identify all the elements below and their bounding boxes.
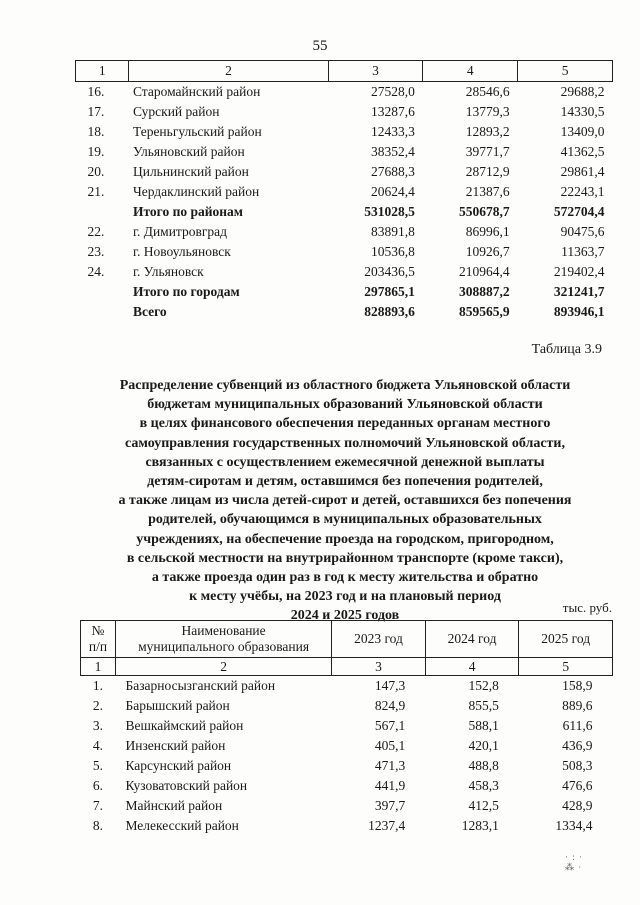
table-column-numbers <box>81 658 613 676</box>
column-number: 5 <box>519 658 613 676</box>
value-2024: 28546,6 <box>465 84 510 99</box>
title-line: связанных с осуществлением ежемесячной денежной выплаты <box>145 454 545 470</box>
value-2024: 86996,1 <box>465 224 510 239</box>
row-number: 18. <box>87 124 105 139</box>
column-number: 2 <box>129 61 328 82</box>
scan-artifact: · : · ⁂ · <box>565 852 583 872</box>
municipality-name: Чердаклинский район <box>132 184 260 199</box>
municipality-name: Цильнинский район <box>132 164 249 179</box>
subsidy-distribution-table <box>80 620 613 836</box>
value-2025: 29861,4 <box>560 164 605 179</box>
value-2023: 828893,6 <box>364 304 415 319</box>
table-row <box>81 796 613 816</box>
value-2024: 28712,9 <box>465 164 510 179</box>
table-row <box>76 242 613 262</box>
municipality-name: Базарносызганский район <box>125 678 276 693</box>
value-2023: 27688,3 <box>371 164 415 179</box>
header-year-2024: 2024 год <box>425 621 519 658</box>
row-number: 17. <box>87 104 105 119</box>
row-number: 24. <box>87 264 105 279</box>
value-2024: 308887,2 <box>459 284 510 299</box>
header-number-line2: п/п <box>88 639 108 654</box>
value-2025: 572704,4 <box>553 204 605 219</box>
municipality-name: Карсунский район <box>125 758 232 773</box>
column-number: 1 <box>76 61 129 82</box>
value-2024: 152,8 <box>468 678 499 693</box>
value-2024: 420,1 <box>468 738 499 753</box>
value-2024: 458,3 <box>468 778 499 793</box>
row-number: 1. <box>92 678 104 693</box>
value-2024: 412,5 <box>468 798 499 813</box>
subsidy-table-continued <box>75 60 613 322</box>
title-line: а также проезда один раз в год к месту жительства и обратно <box>151 570 539 586</box>
title-line: к месту учёбы, на 2023 год и на плановый период <box>189 589 501 605</box>
value-2025: 508,3 <box>562 758 593 773</box>
column-number: 3 <box>328 61 423 82</box>
row-number: 7. <box>92 798 104 813</box>
value-2023: 824,9 <box>374 698 406 713</box>
value-2025: 893946,1 <box>553 304 605 319</box>
value-2024: 13779,3 <box>465 104 510 119</box>
municipality-name: Инзенский район <box>125 738 226 753</box>
value-2024: 588,1 <box>468 718 499 733</box>
value-2024: 10926,7 <box>465 244 510 259</box>
row-number: 5. <box>92 758 104 773</box>
table-row <box>81 816 613 836</box>
table-row <box>76 162 613 182</box>
value-2025: 41362,5 <box>560 144 605 159</box>
value-2023: 531028,5 <box>364 204 415 219</box>
header-number <box>81 621 116 658</box>
table-row <box>76 102 613 122</box>
value-2025: 29688,2 <box>560 84 605 99</box>
row-number: 19. <box>87 144 105 159</box>
value-2025: 436,9 <box>562 738 593 753</box>
table-title <box>60 376 630 626</box>
table-row <box>76 262 613 282</box>
municipality-name: Майнский район <box>125 798 223 813</box>
table-row <box>76 82 613 103</box>
value-2023: 471,3 <box>374 758 406 773</box>
title-line: в целях финансового обеспечения переданных органам местного <box>139 416 551 432</box>
municipality-name: Барышский район <box>125 698 230 713</box>
table-row <box>76 222 613 242</box>
header-year-2025: 2025 год <box>519 621 613 658</box>
title-line: бюджетам муниципальных образований Ульяновской области <box>147 397 543 413</box>
value-2025: 476,6 <box>562 778 593 793</box>
header-year-2023: 2023 год <box>332 621 426 658</box>
value-2024: 12893,2 <box>465 124 510 139</box>
row-number <box>76 302 129 322</box>
row-number: 21. <box>87 184 105 199</box>
value-2025: 158,9 <box>562 678 593 693</box>
value-2024: 39771,7 <box>465 144 510 159</box>
value-2025: 1334,4 <box>555 818 593 833</box>
value-2025: 13409,0 <box>560 124 605 139</box>
title-line: Распределение субвенций из областного бюджета Ульяновской области <box>119 378 571 393</box>
table-row <box>81 676 613 697</box>
table-row <box>76 182 613 202</box>
value-2024: 859565,9 <box>459 304 510 319</box>
value-2024: 1283,1 <box>461 818 499 833</box>
value-2024: 488,8 <box>468 758 499 773</box>
value-2024: 210964,4 <box>459 264 510 279</box>
value-2023: 297865,1 <box>364 284 415 299</box>
table-total-row <box>76 202 613 222</box>
municipality-name: Сурский район <box>132 104 220 119</box>
value-2023: 147,3 <box>374 678 406 693</box>
value-2024: 550678,7 <box>459 204 510 219</box>
value-2023: 38352,4 <box>371 144 415 159</box>
value-2023: 1237,4 <box>368 818 406 833</box>
table-row <box>81 776 613 796</box>
value-2023: 83891,8 <box>371 224 415 239</box>
row-number: 22. <box>87 224 105 239</box>
title-line: 2024 и 2025 годов <box>290 608 400 624</box>
column-number: 1 <box>81 658 116 676</box>
column-number: 2 <box>115 658 331 676</box>
value-2023: 13287,6 <box>371 104 415 119</box>
value-2025: 11363,7 <box>561 244 605 259</box>
table-row <box>81 716 613 736</box>
row-number: 23. <box>87 244 105 259</box>
municipality-name: Старомайнский район <box>132 84 261 99</box>
units-label: тыс. руб. <box>562 600 612 615</box>
value-2023: 10536,8 <box>371 244 415 259</box>
title-line: самоуправления государственных полномочий Ульяновской области, <box>124 435 565 451</box>
municipality-name: Тереньгульский район <box>132 124 262 139</box>
row-number: 3. <box>92 718 104 733</box>
table-total-row <box>76 282 613 302</box>
municipality-name: г. Новоульяновск <box>132 244 231 259</box>
row-number: 4. <box>92 738 104 753</box>
header-number-line1: № <box>91 623 105 638</box>
row-number: 16. <box>87 84 105 99</box>
value-2025: 889,6 <box>562 698 593 713</box>
municipality-name: г. Ульяновск <box>132 264 204 279</box>
municipality-name: Кузоватовский район <box>125 778 248 793</box>
row-number: 6. <box>92 778 104 793</box>
row-number: 2. <box>92 698 104 713</box>
value-2023: 203436,5 <box>364 264 415 279</box>
value-2023: 567,1 <box>374 718 406 733</box>
table-label: Таблица 3.9 <box>531 342 602 357</box>
table-column-numbers <box>76 61 613 82</box>
value-2024: 21387,6 <box>465 184 510 199</box>
value-2025: 22243,1 <box>560 184 605 199</box>
title-line: родителей, обучающимся в муниципальных образовательных <box>148 512 542 528</box>
value-2025: 219402,4 <box>553 264 605 279</box>
column-number: 3 <box>332 658 426 676</box>
title-line: детям-сиротам и детям, оставшимся без попечения родителей, <box>147 474 543 490</box>
row-number <box>76 202 129 222</box>
column-number: 4 <box>423 61 518 82</box>
value-2023: 12433,3 <box>371 124 415 139</box>
title-line: учреждениях, на обеспечение проезда на городском, пригородном, <box>136 531 554 547</box>
municipality-name: Итого по районам <box>132 204 244 219</box>
row-number <box>76 282 129 302</box>
municipality-name: Мелекесский район <box>125 818 239 833</box>
header-name <box>115 621 331 658</box>
value-2025: 321241,7 <box>553 284 605 299</box>
municipality-name: Вешкаймский район <box>125 718 244 733</box>
title-line: в сельской местности на внутрирайонном транспорте (кроме такси), <box>126 550 564 566</box>
table-header-row <box>81 621 613 658</box>
municipality-name: г. Димитровград <box>132 224 228 239</box>
value-2025: 14330,5 <box>560 104 605 119</box>
value-2023: 20624,4 <box>371 184 415 199</box>
value-2023: 405,1 <box>374 738 406 753</box>
value-2023: 397,7 <box>374 798 406 813</box>
header-name-line2: муниципального образования <box>138 639 310 654</box>
municipality-name: Всего <box>132 304 167 319</box>
title-line: а также лицам из числа детей-сирот и детей, оставшихся без попечения <box>118 493 572 509</box>
municipality-name: Ульяновский район <box>132 144 245 159</box>
value-2025: 90475,6 <box>560 224 605 239</box>
table-row <box>81 736 613 756</box>
table-total-row <box>76 302 613 322</box>
table-row <box>76 142 613 162</box>
value-2023: 27528,0 <box>371 84 415 99</box>
table-row <box>81 696 613 716</box>
municipality-name: Итого по городам <box>132 284 240 299</box>
column-number: 4 <box>425 658 519 676</box>
header-name-line1: Наименование <box>181 623 266 638</box>
table-row <box>76 122 613 142</box>
row-number: 8. <box>92 818 104 833</box>
value-2023: 441,9 <box>374 778 406 793</box>
table-row <box>81 756 613 776</box>
value-2025: 428,9 <box>562 798 593 813</box>
page-number: 55 <box>312 38 328 54</box>
value-2025: 611,6 <box>562 718 593 733</box>
row-number: 20. <box>87 164 105 179</box>
value-2024: 855,5 <box>468 698 499 713</box>
column-number: 5 <box>518 61 613 82</box>
